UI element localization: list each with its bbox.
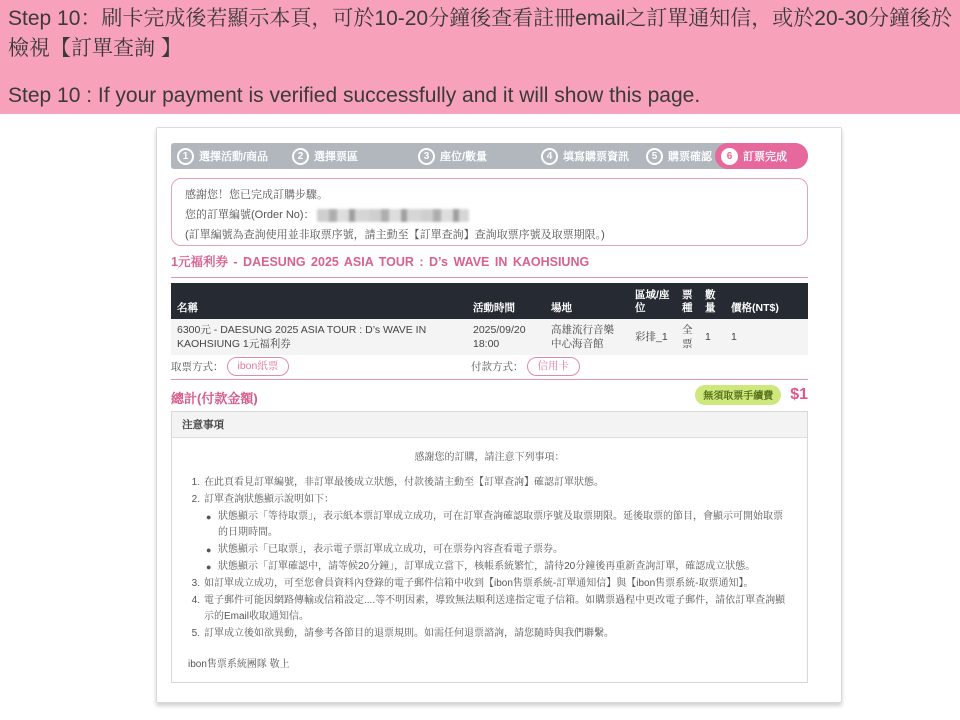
note-3-number: 3. xyxy=(191,578,200,589)
step-3-label: 座位/數量 xyxy=(440,151,488,163)
total-right-group xyxy=(695,385,808,405)
bullet-dot-icon: ● xyxy=(206,562,212,572)
step-5-label: 購票確認 xyxy=(668,151,712,163)
step-6-circle-icon: 6 xyxy=(721,148,738,165)
event-title: 1元福利券 - DAESUNG 2025 ASIA TOUR : D’s WAVE IN KAOHSIUNG xyxy=(171,252,808,278)
note-item-4 xyxy=(188,593,791,625)
wizard-step-3 xyxy=(412,143,535,169)
step-3-circle-icon: 3 xyxy=(418,148,435,165)
wizard-step-1 xyxy=(171,143,286,169)
note-5-number: 5. xyxy=(191,628,200,639)
notes-header: 注意事項 xyxy=(172,412,807,438)
note-3-text: 如訂單成立成功，可至您會員資料內登錄的電子郵件信箱中收到【ibon售票系統-訂單通知信】與【ibon售票系統-取票通知】。 xyxy=(204,578,754,589)
note-2-bullet-1-text: 狀態顯示「等待取票」，表示紙本票訂單成立成功，可在訂單查詢確認取票序號及取票期限。延後取票的節目，會顯示可開始取票的日期時間。 xyxy=(218,511,783,538)
order-number-line xyxy=(185,207,794,224)
header-price: 價格(NT$) xyxy=(725,283,808,319)
table-row xyxy=(171,319,808,355)
note-2-content xyxy=(204,492,791,575)
header-type: 票種 xyxy=(676,283,699,319)
step-4-circle-icon: 4 xyxy=(541,148,558,165)
note-5-text: 訂單成立後如欲異動，請參考各節目的退票規則。如需任何退票諮詢，請您隨時與我們聯繫。 xyxy=(204,628,614,639)
note-4-number: 4. xyxy=(191,595,200,606)
cell-venue: 高雄流行音樂中心海音館 xyxy=(545,319,629,355)
ticketing-page-panel xyxy=(156,127,842,703)
step-4-label: 填寫購票資訊 xyxy=(563,151,629,163)
cell-type: 全票 xyxy=(676,319,699,355)
notes-body xyxy=(172,438,807,673)
note-item-3 xyxy=(188,576,791,592)
cell-qty: 1 xyxy=(699,319,725,355)
notes-signature: ibon售票系統團隊 敬上 xyxy=(188,659,290,670)
note-4-text: 電子郵件可能因網路傳輸或信箱設定....等不明因素，導致無法順利送達指定電子信箱。如購票過程中更改電子郵件，請依訂單查詢顯示的Email收取通知信。 xyxy=(204,595,786,622)
step-1-circle-icon: 1 xyxy=(177,148,194,165)
note-1-number: 1. xyxy=(191,477,200,488)
note-item-1 xyxy=(188,475,791,491)
cell-name: 6300元 - DAESUNG 2025 ASIA TOUR : D’s WAVE IN KAOHSIUNG 1元福利券 xyxy=(171,319,467,355)
header-name: 名稱 xyxy=(171,283,467,319)
total-row xyxy=(171,385,808,409)
total-label: 總計(付款金額) xyxy=(171,391,258,406)
note-item-5 xyxy=(188,626,791,642)
note-2-bullet-3 xyxy=(204,559,791,575)
step-5-circle-icon: 5 xyxy=(646,148,663,165)
wizard-step-6-active xyxy=(715,143,808,169)
cell-area: 彩排_1 xyxy=(629,319,676,355)
step-2-label: 選擇票區 xyxy=(314,151,358,163)
payment-method-badge: 信用卡 xyxy=(527,357,581,376)
pickup-method xyxy=(171,357,289,376)
note-2-bullet-3-text: 狀態顯示「訂單確認中，請等候20分鐘」，訂單成立當下，核帳系統繁忙，請待20分鐘後再重新查詢訂單，確認成立狀態。 xyxy=(218,561,756,572)
no-fee-badge: 無須取票手續費 xyxy=(695,385,781,405)
pickup-method-label: 取票方式： xyxy=(171,361,224,373)
order-number-note: (訂單編號為查詢使用並非取票序號，請主動至【訂單查詢】查詢取票序號及取票期限。) xyxy=(185,229,605,241)
order-confirmation-box xyxy=(171,178,808,246)
total-amount: $1 xyxy=(790,386,808,403)
slide-heading-zh: Step 10：刷卡完成後若顯示本頁，可於10-20分鐘後查看註冊email之訂單通知信，或於20-30分鐘後於檢視【訂單查詢 】 xyxy=(8,7,952,61)
header-time: 活動時間 xyxy=(467,283,545,319)
cell-price: 1 xyxy=(725,319,808,355)
wizard-step-5 xyxy=(643,143,715,169)
wizard-step-4 xyxy=(535,143,643,169)
bullet-dot-icon: ● xyxy=(206,512,212,522)
note-2-number: 2. xyxy=(191,494,200,505)
table-header-row xyxy=(171,283,808,319)
step-6-label: 訂票完成 xyxy=(743,151,787,163)
order-number-label: 您的訂單編號(Order No)： xyxy=(185,209,315,221)
notes-intro: 感謝您的訂購，請注意下列事項： xyxy=(414,452,565,463)
wizard-step-2 xyxy=(286,143,412,169)
payment-method-label: 付款方式： xyxy=(471,361,524,373)
ticket-table xyxy=(171,283,808,355)
slide-heading-en: Step 10 : If your payment is verified successfully and it will show this page. xyxy=(8,84,701,107)
header-venue: 場地 xyxy=(545,283,629,319)
pickup-method-badge: ibon紙票 xyxy=(227,357,290,376)
note-item-2 xyxy=(188,492,791,575)
note-1-text: 在此頁看見訂單編號，非訂單最後成立狀態，付款後請主動至【訂單查詢】確認訂單狀態。 xyxy=(204,477,604,488)
thanks-message: 感謝您！您已完成訂購步驟。 xyxy=(185,189,328,201)
header-qty: 數量 xyxy=(699,283,725,319)
step-1-label: 選擇活動/商品 xyxy=(199,151,269,163)
note-2-bullet-2 xyxy=(204,542,791,558)
bullet-dot-icon: ● xyxy=(206,545,212,555)
step-2-circle-icon: 2 xyxy=(292,148,309,165)
cell-time: 2025/09/20 18:00 xyxy=(467,319,545,355)
wizard-step-bar xyxy=(171,143,808,169)
note-2-bullet-2-text: 狀態顯示「已取票」，表示電子票訂單成立成功，可在票券內容查看電子票券。 xyxy=(218,544,563,555)
pink-divider xyxy=(171,379,808,380)
order-number-redacted xyxy=(317,209,469,222)
header-area: 區域/座位 xyxy=(629,283,676,319)
payment-method xyxy=(471,357,580,376)
note-2-bullet-1 xyxy=(204,509,791,541)
notes-box xyxy=(171,411,808,683)
methods-row xyxy=(171,357,808,377)
note-2-text: 訂單查詢狀態顯示說明如下： xyxy=(204,494,334,505)
